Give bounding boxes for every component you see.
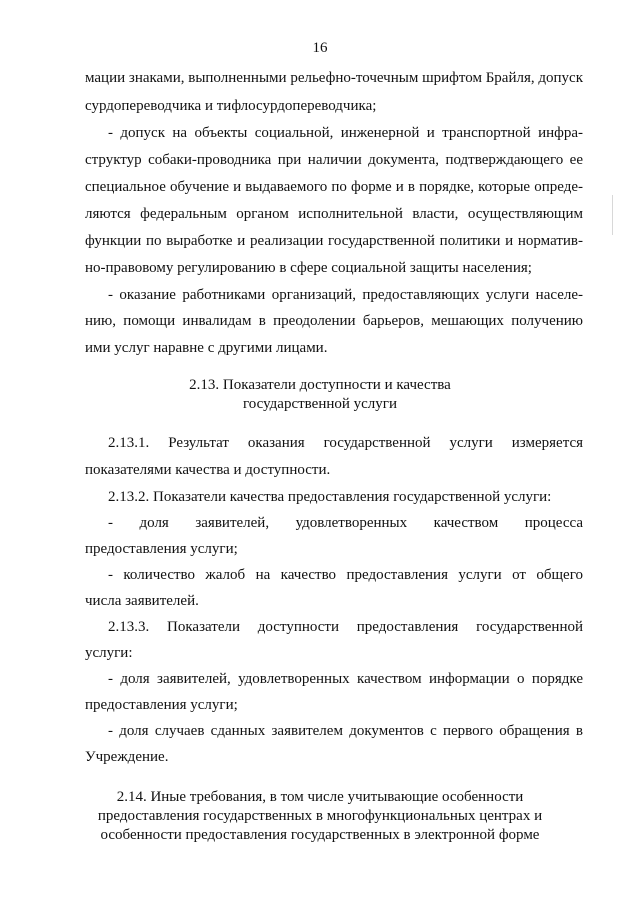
body-line: но-правовому регулированию в сфере социальной защиты населения; bbox=[85, 260, 532, 276]
body-line: предоставления услуги; bbox=[85, 697, 238, 713]
list-item-staff-assistance: - оказание работниками организаций, предоставляющих услуги населе- bbox=[108, 287, 583, 303]
list-item-first-request: - доля случаев сданных заявителем документов с первого обращения в bbox=[108, 723, 583, 739]
paragraph-2-13-2: 2.13.2. Показатели качества предоставления государственной услуги: bbox=[108, 489, 552, 505]
body-line: услуги: bbox=[85, 645, 133, 661]
page-number: 16 bbox=[312, 40, 328, 56]
list-item-info-quality: - доля заявителей, удовлетворенных качеством информации о порядке bbox=[108, 671, 583, 687]
section-heading-2-14-line3: особенности предоставления государственных в электронной форме bbox=[100, 827, 540, 843]
body-line: мации знаками, выполненными рельефно-точечным шрифтом Брайля, допуск bbox=[85, 70, 583, 86]
paragraph-2-13-3: 2.13.3. Показатели доступности предоставления государственной bbox=[108, 619, 583, 635]
paragraph-2-13-1: 2.13.1. Результат оказания государственной услуги измеряется bbox=[108, 435, 583, 451]
section-heading-2-13-line1: 2.13. Показатели доступности и качества bbox=[189, 377, 451, 393]
body-line: функции по выработке и реализации государственной политики и норматив- bbox=[85, 233, 583, 249]
body-line: специальное обучение и выдаваемого по форме и в порядке, которые опреде- bbox=[85, 179, 583, 195]
body-line: структур собаки-проводника при наличии документа, подтверждающего ее bbox=[85, 152, 583, 168]
section-heading-2-13-line2: государственной услуги bbox=[243, 396, 397, 412]
body-line: показателями качества и доступности. bbox=[85, 462, 331, 478]
section-heading-2-14-line1: 2.14. Иные требования, в том числе учитывающие особенности bbox=[116, 789, 524, 805]
list-item-satisfied-share: - доля заявителей, удовлетворенных качеством процесса bbox=[108, 515, 583, 531]
body-line: предоставления услуги; bbox=[85, 541, 238, 557]
body-line: ими услуг наравне с другими лицами. bbox=[85, 340, 328, 356]
list-item-guide-dog: - допуск на объекты социальной, инженерной и транспортной инфра- bbox=[108, 125, 583, 141]
section-heading-2-14-line2: предоставления государственных в многофункциональных центрах и bbox=[97, 808, 543, 824]
body-line: Учреждение. bbox=[85, 749, 169, 765]
body-line: нию, помощи инвалидам в преодолении барьеров, мешающих получению bbox=[85, 313, 583, 329]
scan-artifact bbox=[612, 195, 613, 235]
body-line: сурдопереводчика и тифлосурдопереводчика; bbox=[85, 98, 377, 114]
body-line: ляются федеральным органом исполнительной власти, осуществляющим bbox=[85, 206, 583, 222]
body-line: числа заявителей. bbox=[85, 593, 199, 609]
list-item-complaints: - количество жалоб на качество предоставления услуги от общего bbox=[108, 567, 583, 583]
